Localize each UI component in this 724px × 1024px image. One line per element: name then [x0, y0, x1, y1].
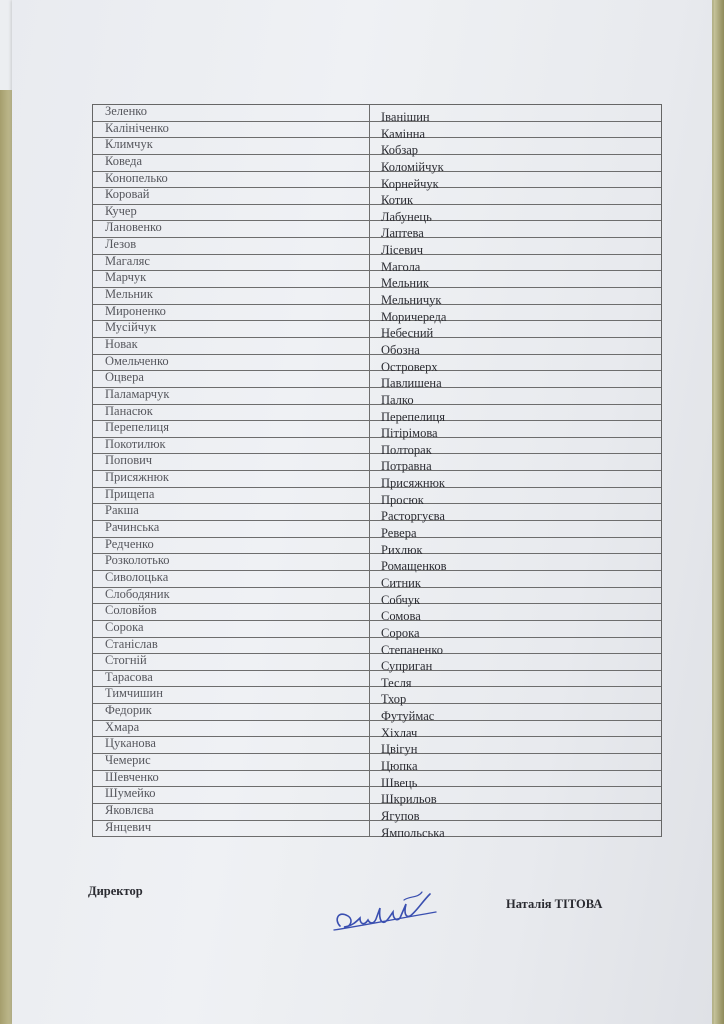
director-title: Директор	[88, 884, 143, 898]
right-name-cell: Суприган	[381, 659, 433, 674]
left-name-cell: Мельник	[105, 287, 153, 302]
left-name-cell: Сиволоцька	[105, 569, 169, 584]
column-divider	[369, 771, 370, 787]
table-row	[93, 571, 661, 588]
right-name-cell: Камінна	[381, 126, 426, 141]
right-name-cell: Островерх	[381, 359, 438, 374]
right-name-cell: Степаненко	[381, 642, 444, 657]
left-name-cell: Паламарчук	[105, 386, 170, 401]
column-divider	[369, 588, 370, 604]
table-row	[93, 287, 661, 308]
left-name-cell: Новак	[105, 336, 138, 351]
right-name-cell: Полторак	[381, 442, 432, 457]
right-name-cell: Ситник	[381, 575, 421, 590]
table-row	[93, 470, 661, 491]
director-name: Наталія ТІТОВА	[506, 897, 603, 911]
column-divider	[369, 821, 370, 837]
column-divider	[369, 687, 370, 703]
left-name-cell: Покотилюк	[105, 436, 166, 451]
table-row	[93, 588, 661, 605]
column-divider	[369, 488, 370, 504]
column-divider	[369, 654, 370, 670]
right-name-cell: Коломійчук	[381, 159, 444, 174]
left-name-cell: Прищепа	[105, 486, 155, 501]
left-name-cell: Омельченко	[105, 353, 169, 368]
table-row	[93, 172, 661, 189]
table-row	[93, 821, 661, 838]
column-divider	[369, 271, 370, 287]
right-name-cell: Мельник	[381, 276, 429, 291]
left-name-cell: Тимчишин	[105, 686, 163, 701]
right-name-cell: Павлишена	[381, 376, 442, 391]
table-row	[93, 520, 661, 541]
left-name-cell: Редченко	[105, 536, 154, 551]
table-row	[93, 320, 661, 341]
column-divider	[369, 221, 370, 237]
column-divider	[369, 454, 370, 470]
right-name-cell: Небесний	[381, 326, 434, 341]
right-name-cell: Собчук	[381, 592, 421, 607]
column-divider	[369, 238, 370, 254]
right-name-cell: Просюк	[381, 492, 424, 507]
right-name-cell: Хіхлач	[381, 725, 418, 740]
left-name-cell: Марчук	[105, 270, 147, 285]
table-row	[93, 553, 661, 574]
column-divider	[369, 721, 370, 737]
left-name-cell: Лановенко	[105, 220, 162, 235]
column-divider	[369, 321, 370, 337]
left-name-cell: Конопелько	[105, 170, 168, 185]
column-divider	[369, 122, 370, 138]
left-name-cell: Цуканова	[105, 736, 156, 751]
table-row	[93, 754, 661, 771]
document-page	[12, 0, 712, 1024]
table-row	[93, 420, 661, 441]
table-row	[93, 438, 661, 455]
table-row	[93, 538, 661, 555]
table-row	[93, 237, 661, 258]
right-name-cell: Ямпольська	[381, 825, 445, 840]
table-row	[93, 721, 661, 738]
right-name-cell: Потравна	[381, 459, 432, 474]
column-divider	[369, 571, 370, 587]
left-name-cell: Шумейко	[105, 786, 156, 801]
left-name-cell: Федорик	[105, 703, 152, 718]
table-row	[93, 503, 661, 524]
right-name-cell: Лаптева	[381, 226, 424, 241]
table-row	[93, 122, 661, 139]
table-row	[93, 338, 661, 355]
table-row	[93, 105, 661, 122]
column-divider	[369, 188, 370, 204]
background-right	[714, 0, 724, 1024]
right-name-cell: Сомова	[381, 609, 421, 624]
left-name-cell: Кучер	[105, 203, 137, 218]
right-name-cell: Цвігун	[381, 742, 418, 757]
left-name-cell: Мироненко	[105, 303, 166, 318]
table-row	[93, 155, 661, 172]
column-divider	[369, 638, 370, 654]
left-name-cell: Коведа	[105, 153, 143, 168]
left-name-cell: Присяжнюк	[105, 470, 170, 485]
right-name-cell: Кобзар	[381, 143, 419, 158]
column-divider	[369, 787, 370, 803]
left-name-cell: Соловйов	[105, 603, 157, 618]
column-divider	[369, 621, 370, 637]
table-row	[93, 220, 661, 241]
right-name-cell: Іванішин	[381, 110, 430, 124]
column-divider	[369, 388, 370, 404]
left-name-cell: Мусійчук	[105, 320, 157, 335]
table-row	[93, 804, 661, 821]
column-divider	[369, 421, 370, 437]
right-name-cell: Швець	[381, 775, 418, 790]
column-divider	[369, 288, 370, 304]
column-divider	[369, 105, 370, 121]
table-row	[93, 370, 661, 391]
right-name-cell: Лісевич	[381, 243, 424, 258]
table-row	[93, 270, 661, 291]
table-row	[93, 771, 661, 788]
right-name-cell: Магола	[381, 259, 421, 274]
table-row	[93, 355, 661, 372]
right-name-cell: Котик	[381, 193, 414, 208]
right-name-cell: Цюпка	[381, 758, 418, 773]
column-divider	[369, 521, 370, 537]
right-name-cell: Мельничук	[381, 293, 442, 308]
column-divider	[369, 172, 370, 188]
column-divider	[369, 438, 370, 454]
table-row	[93, 736, 661, 757]
table-row	[93, 671, 661, 688]
right-name-cell: Тесля	[381, 675, 412, 690]
right-name-cell: Моричереда	[381, 309, 447, 324]
signature-image	[330, 886, 440, 938]
column-divider	[369, 604, 370, 620]
column-divider	[369, 737, 370, 753]
left-name-cell: Панасюк	[105, 403, 153, 418]
right-name-cell: Перепелиця	[381, 409, 445, 424]
column-divider	[369, 538, 370, 554]
right-name-cell: Футуймас	[381, 709, 435, 724]
right-name-cell: Ягупов	[381, 808, 420, 823]
table-row	[93, 453, 661, 474]
right-name-cell: Рихлюк	[381, 542, 423, 557]
column-divider	[369, 504, 370, 520]
table-row	[93, 137, 661, 158]
right-name-cell: Тхор	[381, 692, 407, 707]
left-name-cell: Шевченко	[105, 769, 159, 784]
table-row	[93, 388, 661, 405]
table-row	[93, 187, 661, 208]
table-row	[93, 638, 661, 655]
column-divider	[369, 305, 370, 321]
column-divider	[369, 155, 370, 171]
column-divider	[369, 338, 370, 354]
right-name-cell: Ревера	[381, 526, 417, 541]
column-divider	[369, 471, 370, 487]
left-name-cell: Магаляс	[105, 253, 150, 268]
left-name-cell: Янцевич	[105, 819, 152, 834]
left-name-cell: Оцвера	[105, 370, 144, 385]
table-row	[93, 686, 661, 707]
right-name-cell: Лабунець	[381, 209, 432, 224]
left-name-cell: Хмара	[105, 719, 140, 734]
column-divider	[369, 205, 370, 221]
names-table	[92, 104, 662, 840]
left-name-cell: Попович	[105, 453, 153, 468]
right-name-cell: Палко	[381, 392, 414, 407]
left-name-cell: Чемерис	[105, 752, 151, 767]
right-name-cell: Расторгуєва	[381, 509, 445, 524]
left-name-cell: Яковлєва	[105, 802, 154, 817]
left-name-cell: Коровай	[105, 187, 150, 202]
table-row	[93, 603, 661, 624]
table-row	[93, 703, 661, 724]
column-divider	[369, 355, 370, 371]
table-row	[93, 405, 661, 422]
left-name-cell: Калініченко	[105, 120, 169, 135]
table-row	[93, 255, 661, 272]
left-name-cell: Стогній	[105, 653, 147, 668]
left-name-cell: Ракша	[105, 503, 139, 518]
left-name-cell: Сорока	[105, 619, 144, 634]
right-name-cell: Корнейчук	[381, 176, 439, 191]
right-name-cell: Обозна	[381, 342, 420, 357]
column-divider	[369, 804, 370, 820]
right-name-cell: Пітірімова	[381, 426, 438, 441]
right-name-cell: Сорока	[381, 625, 420, 640]
left-name-cell: Рачинська	[105, 520, 160, 535]
left-name-cell: Тарасова	[105, 669, 153, 684]
left-name-cell: Лезов	[105, 237, 137, 252]
left-name-cell: Перепелиця	[105, 420, 169, 435]
column-divider	[369, 754, 370, 770]
left-name-cell: Слободяник	[105, 586, 170, 601]
table-row	[93, 786, 661, 807]
right-name-cell: Шкрильов	[381, 792, 437, 807]
table-row	[93, 205, 661, 222]
right-name-cell: Присяжнюк	[381, 476, 446, 491]
column-divider	[369, 671, 370, 687]
table-row	[93, 621, 661, 638]
right-name-cell: Ромащенков	[381, 559, 447, 574]
table-row	[93, 488, 661, 505]
column-divider	[369, 554, 370, 570]
column-divider	[369, 704, 370, 720]
table-row	[93, 305, 661, 322]
left-name-cell: Зеленко	[105, 104, 147, 118]
column-divider	[369, 371, 370, 387]
left-name-cell: Розколотько	[105, 553, 170, 568]
column-divider	[369, 138, 370, 154]
left-name-cell: Климчук	[105, 137, 153, 152]
column-divider	[369, 255, 370, 271]
left-name-cell: Станіслав	[105, 636, 158, 651]
table-row	[93, 653, 661, 674]
column-divider	[369, 405, 370, 421]
